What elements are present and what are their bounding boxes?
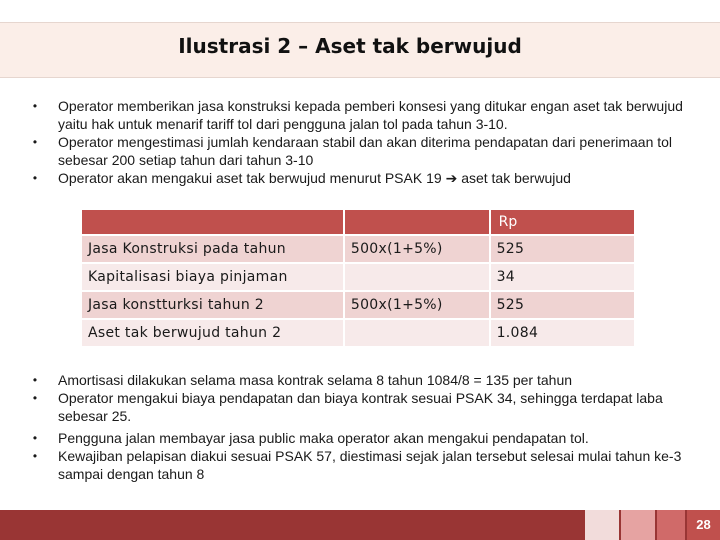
bullet-item — [30, 169, 690, 187]
bullet-text: Operator akan mengakui aset tak berwujud menurut PSAK 19 — [58, 170, 442, 186]
table-row — [81, 319, 635, 347]
row-label: Jasa konstturksi tahun 2 — [81, 291, 344, 319]
bullet-text: Operator mengestimasi jumlah kendaraan stabil dan akan diterima pendapatan dari penerimaan tol sebesar 200 setiap tahun dari tahun 3-10 — [58, 134, 673, 168]
bullet-icon: • — [32, 171, 38, 185]
row-amount: 525 — [490, 235, 635, 263]
table-header-cell — [81, 209, 344, 235]
row-formula — [344, 263, 490, 291]
row-amount: 34 — [490, 263, 635, 291]
page-number: 28 — [696, 517, 711, 532]
bullet-text: Operator mengakui biaya pendapatan dan biaya kontrak sesuai PSAK 34, sehingga terdapat laba sebesar 25. — [58, 390, 663, 424]
row-formula — [344, 319, 490, 347]
bullet-icon: • — [32, 431, 38, 445]
row-formula: 500x(1+5%) — [344, 291, 490, 319]
slide-title: Ilustrasi 2 – Aset tak berwujud — [178, 34, 522, 58]
table-row — [81, 291, 635, 319]
table-header-cell — [344, 209, 490, 235]
bullet-item — [30, 133, 690, 169]
row-label: Kapitalisasi biaya pinjaman — [81, 263, 344, 291]
footer-square-decoration — [585, 510, 619, 540]
bullet-item — [30, 97, 690, 133]
row-formula: 500x(1+5%) — [344, 235, 490, 263]
bullet-item — [30, 389, 690, 425]
top-bullet-list — [30, 97, 690, 187]
bullet-text: Amortisasi dilakukan selama masa kontrak selama 8 tahun 1084/8 = 135 per tahun — [58, 372, 573, 388]
arrow-right-icon: ➔ — [445, 170, 458, 186]
table-header-row — [81, 209, 635, 235]
bullet-item — [30, 447, 690, 483]
table-row — [81, 235, 635, 263]
row-amount: 525 — [490, 291, 635, 319]
bullet-icon: • — [32, 373, 38, 387]
asset-table — [80, 208, 636, 348]
row-label: Aset tak berwujud tahun 2 — [81, 319, 344, 347]
row-label: Jasa Konstruksi pada tahun — [81, 235, 344, 263]
table-row — [81, 263, 635, 291]
bullet-text: Pengguna jalan membayar jasa public maka operator akan mengakui pendapatan tol. — [58, 430, 589, 446]
bullet-text: Kewajiban pelapisan diakui sesuai PSAK 57, diestimasi sejak jalan tersebut selesai mulai tahun ke-3 sampai dengan tahun 8 — [58, 448, 682, 482]
bullet-text-suffix: aset tak berwujud — [461, 170, 571, 186]
footer-square-decoration — [657, 510, 685, 540]
bullet-icon: • — [32, 99, 38, 113]
row-amount: 1.084 — [490, 319, 635, 347]
bullet-item — [30, 429, 690, 447]
bullet-icon: • — [32, 135, 38, 149]
bullet-icon: • — [32, 449, 38, 463]
table-header-rp: Rp — [490, 209, 635, 235]
bottom-bullet-list — [30, 371, 690, 483]
bullet-item — [30, 371, 690, 389]
bullet-text: Operator memberikan jasa konstruksi kepada pemberi konsesi yang ditukar engan aset tak berwujud yaitu hak untuk menarif tariff tol dari pengguna jalan tol pada tahun 3-10. — [58, 98, 683, 132]
footer-square-decoration — [621, 510, 655, 540]
bullet-icon: • — [32, 391, 38, 405]
